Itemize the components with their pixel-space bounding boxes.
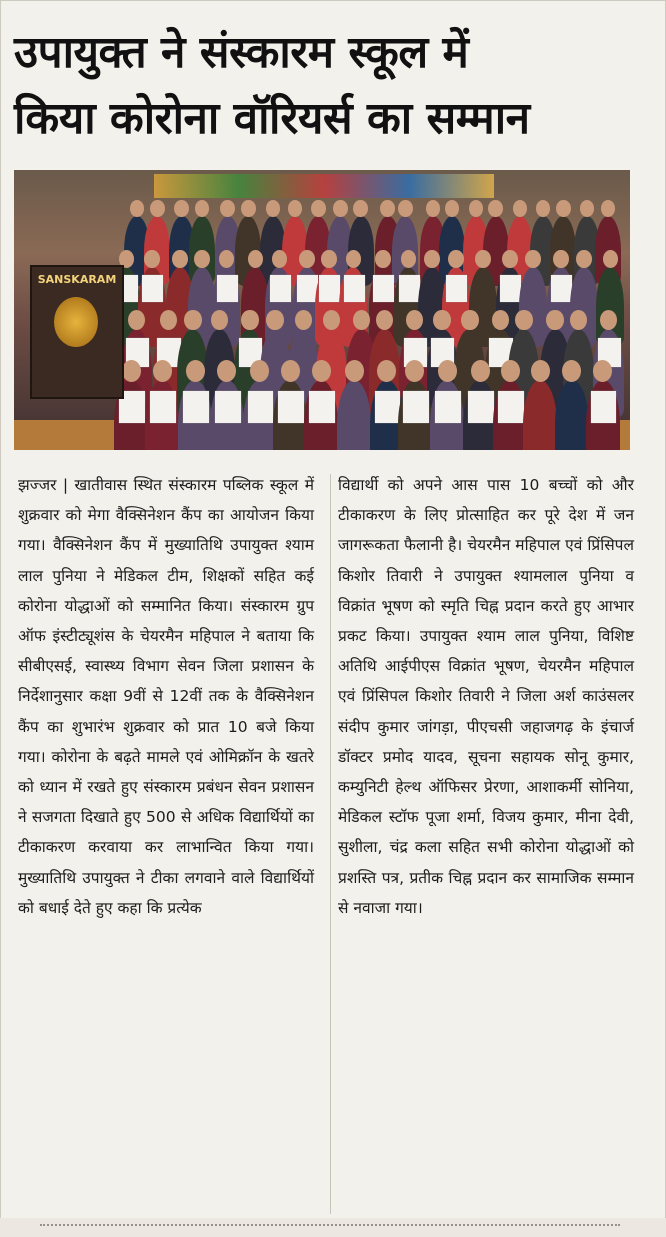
person-head <box>220 200 235 217</box>
cut-off-text-line <box>40 1224 620 1232</box>
article-column-left: झज्जर | खातीवास स्थित संस्कारम पब्लिक स्कूल में शुक्रवार को मेगा वैक्सिनेशन कैंप का आयोजन किया गया। वैक्सिनेशन कैंप में मुख्यातिथि उपायुक्त श्याम लाल पुनिया ने मेडिकल टीम, शिक्षकों सहित कई कोरोना योद्धाओं को सम्मानित किया। संस्कारम ग्रुप ऑफ इंस्टीट्यूशंस के चेयरमैन महिपाल ने बताया कि सीबीएसई, स्वास्थ्य विभाग सेवन जिला प्रशासन के निर्देशानुसार कक्षा 9वीं से 12वीं तक के वैक्सिनेशन कैंप का शुभारंभ शुक्रवार को प्रात 10 बजे किया गया। कोरोना के बढ़ते मामले एवं ओमिक्रॉन के खतरे को ध्यान में रखते हुए संस्कारम प्रबंधन सेवन प्रशासन ने सजगता दिखाते हुए 500 से अधिक विद्यार्थियों का टीकाकरण करवाया कर लाभान्वित किया गया। मुख्यातिथि उपायुक्त ने टीका लगवाने वाले विद्यार्थियों को बधाई देते हुए कहा कि प्रत्येक <box>18 476 314 917</box>
person-head <box>426 200 441 217</box>
person-head <box>184 310 201 330</box>
person-head <box>556 200 571 217</box>
person-head <box>471 360 490 382</box>
person-head <box>546 310 563 330</box>
headline <box>14 20 654 152</box>
person-head <box>144 250 160 268</box>
podium <box>30 265 124 399</box>
certificate <box>270 275 291 302</box>
person-head <box>321 250 337 268</box>
person-head <box>186 360 205 382</box>
person-head <box>241 200 256 217</box>
person-head <box>469 200 484 217</box>
certificate <box>498 391 524 423</box>
certificate <box>375 391 401 423</box>
column-divider <box>330 474 331 1214</box>
certificate <box>248 391 274 423</box>
person-head <box>150 200 165 217</box>
person-head <box>501 360 520 382</box>
person-head <box>601 200 616 217</box>
person-head <box>266 200 281 217</box>
person-head <box>281 360 300 382</box>
certificate <box>217 275 238 302</box>
person-head <box>241 310 258 330</box>
person-head <box>531 360 550 382</box>
person-head <box>380 200 395 217</box>
certificate <box>435 391 461 423</box>
person-head <box>488 200 503 217</box>
photo-banner <box>154 174 494 198</box>
person-head <box>122 360 141 382</box>
person-head <box>311 200 326 217</box>
certificate <box>403 391 429 423</box>
person-head <box>153 360 172 382</box>
person-head <box>438 360 457 382</box>
person-head <box>174 200 189 217</box>
person-head <box>461 310 478 330</box>
person-head <box>433 310 450 330</box>
certificate <box>373 275 394 302</box>
headline-line-1: उपायुक्त ने संस्कारम स्कूल में <box>14 27 469 78</box>
person-head <box>576 250 592 268</box>
certificate <box>278 391 304 423</box>
person-head <box>266 310 283 330</box>
person-head <box>312 360 331 382</box>
person-head <box>445 200 460 217</box>
certificate <box>319 275 340 302</box>
certificate <box>309 391 335 423</box>
certificate <box>551 275 572 302</box>
person-head <box>130 200 145 217</box>
person-head <box>398 200 413 217</box>
school-logo-icon <box>54 297 98 347</box>
person-head <box>513 200 528 217</box>
person-head <box>333 200 348 217</box>
certificate <box>591 391 617 423</box>
person-head <box>515 310 532 330</box>
certificate <box>446 275 467 302</box>
certificate <box>215 391 241 423</box>
certificate <box>468 391 494 423</box>
certificate <box>142 275 163 302</box>
person-head <box>345 360 364 382</box>
person-head <box>353 200 368 217</box>
certificate <box>399 275 420 302</box>
certificate <box>183 391 209 423</box>
certificate <box>344 275 365 302</box>
podium-label: SANSKARAM <box>37 273 117 286</box>
person-head <box>288 200 303 217</box>
person-head <box>424 250 440 268</box>
person-head <box>195 200 210 217</box>
person-head <box>353 310 370 330</box>
headline-line-2: किया कोरोना वॉरियर्स का सम्मान <box>14 93 530 144</box>
certificate <box>150 391 176 423</box>
news-photo <box>14 170 630 450</box>
person-head <box>536 200 551 217</box>
article-column-right: विद्यार्थी को अपने आस पास 10 बच्चों को और टीकाकरण के लिए प्रोत्साहित कर पूरे देश में जन जागरूकता फैलानी है। चेयरमैन महिपाल एवं प्रिंसिपल किशोर तिवारी ने उपायुक्त श्यामलाल पुनिया व विक्रांत भूषण को स्मृति चिह्न प्रदान करते हुए आभार प्रकट किया। उपायुक्त श्याम लाल पुनिया, विशिष्ट अतिथि आईपीएस विक्रांत भूषण, चेयरमैन महिपाल एवं प्रिंसिपल किशोर तिवारी ने जिला अर्श काउंसलर संदीप कुमार जांगड़ा, पीएचसी जहाजगढ़ के इंचार्ज डॉक्टर प्रमोद यादव, सूचना सहायक सोनू कुमार, कम्युनिटी हेल्थ ऑफिसर प्रेरणा, आशाकर्मी सोनिया, मेडिकल स्टॉफ पूजा शर्मा, विजय कुमार, मीना देवी, सुशीला, चंद्र कला सहित सभी कोरोना योद्धाओं को प्रशस्ति पत्र, प्रतीक चिह्न प्रदान कर सामाजिक सम्मान से नवाजा गया। <box>338 476 634 917</box>
person-head <box>580 200 595 217</box>
certificate <box>500 275 521 302</box>
